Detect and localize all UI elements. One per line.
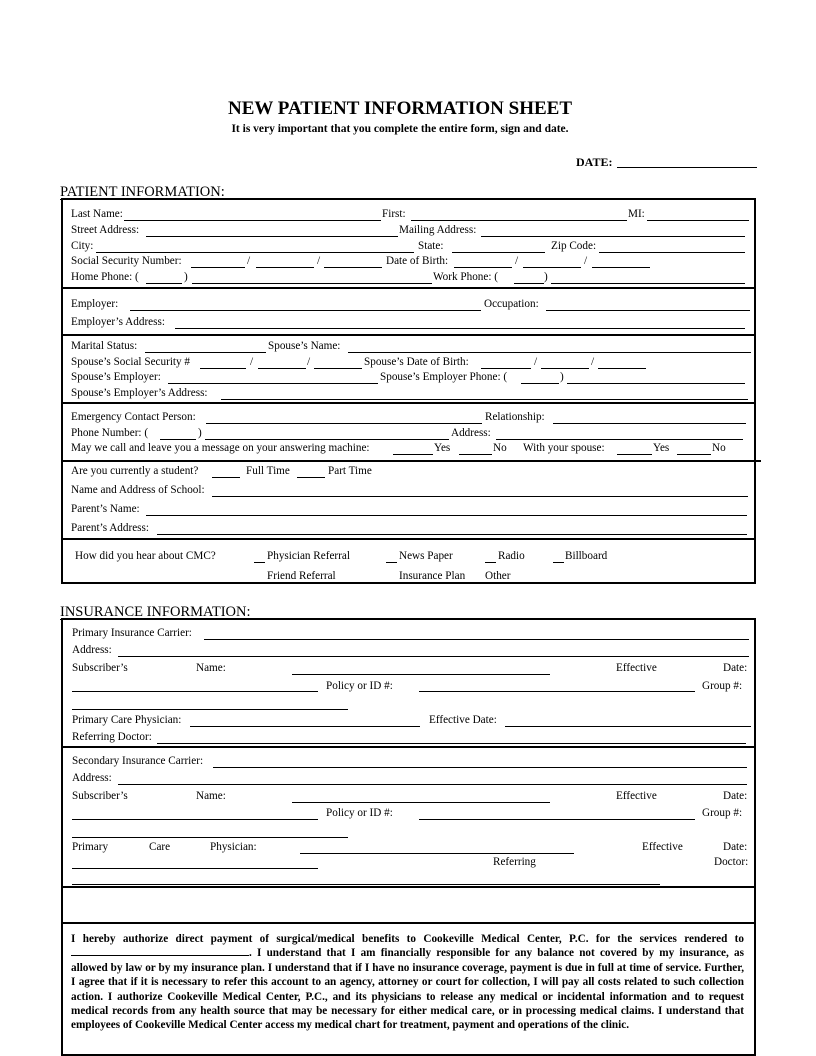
authorization-part-2: . I understand that I am financially responsible for any balance not covered by my insurance, as allowed by law or by my insurance plan. I understand that if I have no insurance coverage, payment is due in full at time of service. Further, I agree that if it is necessary to refer this account to an agency, attorney or court for collection, I will pay all costs related to such collection action. I authorize Cookeville Medical Center, P.C., and its physicians to release any medical or incidental information and to request medical records from any health source that may be necessary for either medical care, or in processing medical claims. I understand that employees of Cookeville Medical Center access my medical chart for treatment, payment and operations of the clinic. [71,947,744,1032]
radio-label: Radio [498,550,525,562]
primary-address-field[interactable] [118,656,749,657]
slash: / [534,356,538,368]
secondary-policy-field[interactable] [419,819,695,820]
news-paper-checkbox[interactable] [386,562,397,563]
paren-close: ) [544,271,548,283]
primary-address-label: Address: [72,644,112,656]
ssn-field-3[interactable] [324,267,382,268]
slash: / [515,255,519,267]
spouse-name-field[interactable] [348,352,751,353]
secondary-subscriber-name-field[interactable] [292,802,550,803]
ssn-field-2[interactable] [256,267,314,268]
secondary-carrier-field[interactable] [213,767,747,768]
address-label: Address: [451,427,491,439]
primary-care-physician-field[interactable] [190,726,420,727]
no-label: No [712,442,726,454]
primary-policy-field[interactable] [419,691,695,692]
city-field[interactable] [96,252,414,253]
referring-doctor-label: Referring Doctor: [72,731,152,743]
policy-label: Policy or ID #: [326,807,393,819]
message-no-field[interactable] [459,454,492,455]
primary-care-physician-label: Primary Care Physician: [72,714,182,726]
employer-address-label: Employer’s Address: [71,316,165,328]
effective-label: Effective [642,841,683,853]
work-phone-area-field[interactable] [514,283,544,284]
authorization-text [71,932,744,1033]
care-word: Care [149,841,171,853]
marital-status-field[interactable] [145,352,266,353]
patient-information-heading: PATIENT INFORMATION: [60,184,225,200]
paren-close: ) [184,271,188,283]
employer-label: Employer: [71,298,119,310]
spouse-employer-field[interactable] [168,383,378,384]
message-question-label: May we call and leave you a message on your answering machine: [71,442,370,454]
subscriber-name-label: Name: [196,790,226,802]
emergency-address-field[interactable] [496,439,743,440]
parents-address-label: Parent’s Address: [71,522,149,534]
radio-checkbox[interactable] [485,562,496,563]
date-label: Date: [723,841,748,853]
referring-label: Referring [493,856,536,868]
divider [61,886,756,888]
full-time-label: Full Time [246,465,290,477]
date-label: Date: [723,662,748,674]
primary-subscriber-name-field[interactable] [292,674,550,675]
phone-number-label: Phone Number: ( [71,427,149,439]
yes-label: Yes [653,442,670,454]
insurance-information-heading: INSURANCE INFORMATION: [60,604,251,620]
doctor-label: Doctor: [714,856,749,868]
occupation-field[interactable] [546,310,750,311]
divider [61,922,756,924]
effective-label: Effective [616,662,657,674]
last-name-label: Last Name: [71,208,123,220]
work-phone-field[interactable] [551,283,745,284]
spouse-ssn-field-3[interactable] [314,368,362,369]
paren-close: ) [198,427,202,439]
emergency-phone-field[interactable] [205,439,449,440]
spouse-ssn-field-2[interactable] [258,368,306,369]
primary-carrier-field[interactable] [204,639,749,640]
secondary-address-field[interactable] [118,784,747,785]
student-question-label: Are you currently a student? [71,465,199,477]
message-yes-field[interactable] [393,454,433,455]
authorized-person-field[interactable] [71,955,249,956]
billboard-checkbox[interactable] [553,562,564,563]
city-label: City: [71,240,94,252]
employer-field[interactable] [130,310,481,311]
home-phone-field[interactable] [192,283,432,284]
full-time-field[interactable] [212,477,240,478]
street-address-label: Street Address: [71,224,140,236]
spouse-employer-phone-area-field[interactable] [521,383,559,384]
no-label: No [493,442,507,454]
form-title: NEW PATIENT INFORMATION SHEET [228,98,572,119]
marital-status-label: Marital Status: [71,340,138,352]
hear-about-label: How did you hear about CMC? [75,550,216,562]
zip-code-label: Zip Code: [551,240,597,252]
paren-close: ) [560,371,564,383]
secondary-group-field[interactable] [72,837,348,838]
effective-date-label: Effective Date: [429,714,497,726]
primary-effective-date-field[interactable] [72,691,318,692]
emergency-contact-label: Emergency Contact Person: [71,411,196,423]
part-time-label: Part Time [328,465,372,477]
dob-field-1[interactable] [454,267,512,268]
last-name-field[interactable] [124,220,381,221]
authorization-part-1: I hereby authorize direct payment of surgical/medical benefits to Cookeville Medical Center, P.C. for the services rendered to [71,933,744,945]
slash: / [591,356,595,368]
secondary-effective-date-field[interactable] [72,819,318,820]
spouse-ssn-field-1[interactable] [200,368,246,369]
spouse-employer-phone-field[interactable] [567,383,745,384]
part-time-field[interactable] [297,477,325,478]
relationship-field[interactable] [553,423,746,424]
spouse-yes-field[interactable] [617,454,652,455]
subscriber-name-label: Name: [196,662,226,674]
work-phone-label: Work Phone: ( [433,271,498,283]
physician-word: Physician: [210,841,257,853]
primary-word: Primary [72,841,109,853]
date-label: DATE: [576,155,613,169]
spouse-no-field[interactable] [677,454,711,455]
effective-label: Effective [616,790,657,802]
pcp-effective-date-field[interactable] [505,726,751,727]
secondary-referring-doctor-field[interactable] [72,884,660,885]
home-phone-area-field[interactable] [146,283,182,284]
school-address-label: Name and Address of School: [71,484,205,496]
insurance-plan-label: Insurance Plan [399,570,466,582]
spouse-employer-address-field[interactable] [221,399,748,400]
state-label: State: [418,240,444,252]
with-spouse-label: With your spouse: [523,442,605,454]
dob-label: Date of Birth: [386,255,449,267]
mi-field[interactable] [647,220,749,221]
referring-doctor-field[interactable] [157,743,746,744]
home-phone-label: Home Phone: ( [71,271,139,283]
spouse-dob-label: Spouse’s Date of Birth: [364,356,469,368]
divider [61,334,756,336]
divider [61,402,756,404]
date-label: Date: [723,790,748,802]
group-label: Group #: [702,807,743,819]
mailing-address-field[interactable] [481,236,745,237]
date-field[interactable] [617,167,757,168]
street-address-field[interactable] [146,236,398,237]
spouse-employer-label: Spouse’s Employer: [71,371,161,383]
secondary-carrier-label: Secondary Insurance Carrier: [72,755,204,767]
news-paper-label: News Paper [399,550,453,562]
spouse-dob-field-3[interactable] [598,368,646,369]
spouse-name-label: Spouse’s Name: [268,340,341,352]
billboard-label: Billboard [565,550,608,562]
spouse-dob-field-1[interactable] [481,368,531,369]
slash: / [250,356,254,368]
policy-label: Policy or ID #: [326,680,393,692]
first-name-label: First: [382,208,406,220]
zip-code-field[interactable] [599,252,745,253]
spouse-ssn-label: Spouse’s Social Security # [71,356,191,368]
subscribers-label: Subscriber’s [72,790,128,802]
relationship-label: Relationship: [485,411,545,423]
employer-address-field[interactable] [175,328,745,329]
slash: / [307,356,311,368]
physician-referral-label: Physician Referral [267,550,350,562]
group-label: Group #: [702,680,743,692]
parents-address-field[interactable] [157,534,747,535]
slash: / [247,255,251,267]
slash: / [317,255,321,267]
friend-referral-label: Friend Referral [267,570,336,582]
mi-label: MI: [628,208,645,220]
spouse-employer-phone-label: Spouse’s Employer Phone: ( [380,371,508,383]
primary-carrier-label: Primary Insurance Carrier: [72,627,192,639]
yes-label: Yes [434,442,451,454]
state-field[interactable] [452,252,545,253]
occupation-label: Occupation: [484,298,539,310]
divider [61,746,756,748]
divider [61,287,756,289]
divider [61,538,756,540]
parents-name-label: Parent’s Name: [71,503,140,515]
spouse-employer-address-label: Spouse’s Employer’s Address: [71,387,208,399]
primary-group-field[interactable] [72,709,348,710]
dob-field-3[interactable] [592,267,650,268]
physician-referral-checkbox[interactable] [254,562,265,563]
ssn-field-1[interactable] [191,267,245,268]
other-label: Other [485,570,511,582]
subscribers-label: Subscriber’s [72,662,128,674]
dob-field-2[interactable] [523,267,581,268]
secondary-pcp-field[interactable] [300,853,574,854]
emergency-contact-field[interactable] [206,423,482,424]
parents-name-field[interactable] [146,515,747,516]
secondary-address-label: Address: [72,772,112,784]
spouse-dob-field-2[interactable] [541,368,589,369]
first-name-field[interactable] [411,220,627,221]
school-address-field[interactable] [212,496,748,497]
ssn-label: Social Security Number: [71,255,182,267]
slash: / [584,255,588,267]
secondary-pcp-effective-date-field[interactable] [72,868,318,869]
divider [61,460,761,462]
form-subtitle: It is very important that you complete the entire form, sign and date. [231,123,569,135]
mailing-address-label: Mailing Address: [399,224,477,236]
emergency-phone-area-field[interactable] [160,439,196,440]
